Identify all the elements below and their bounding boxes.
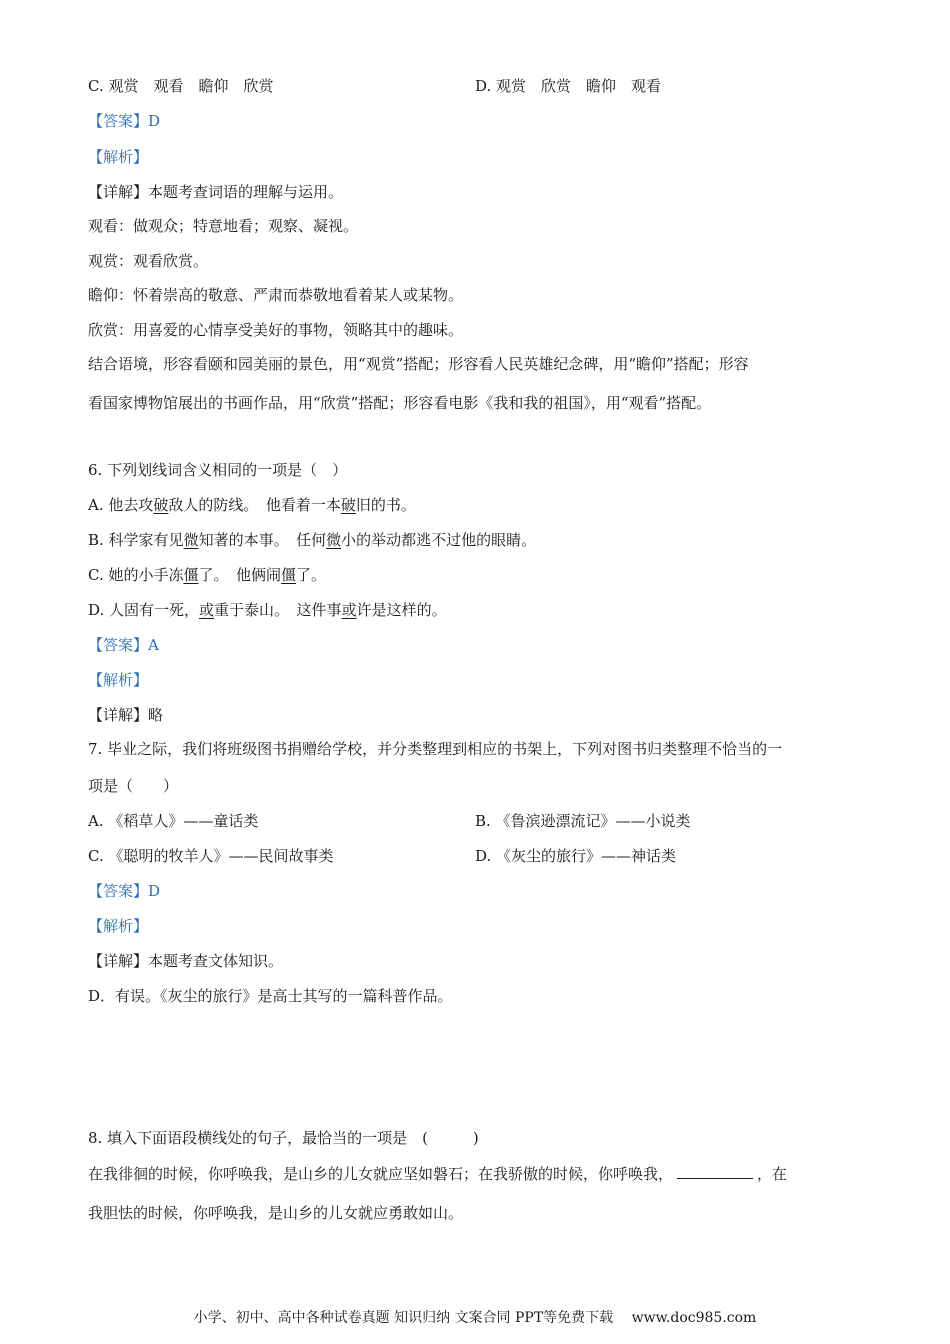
q5-explanation-1: 结合语境，形容看颐和园美丽的景色，用“观赏”搭配；形容看人民英雄纪念碑，用“瞻仰”搭配；形容 — [88, 355, 749, 373]
q6-option-a: A. 他去攻破敌人的防线。 他看着一本破旧的书。 — [88, 496, 416, 514]
q5-definition-3: 瞻仰：怀着崇高的敬意、严肃而恭敬地看着某人或某物。 — [88, 286, 464, 304]
q8-fill-blank — [677, 1164, 753, 1179]
q8-stem: 8. 填入下面语段横线处的句子，最恰当的一项是 ( ) — [88, 1129, 479, 1147]
q6-a-underline-2: 破 — [340, 496, 356, 514]
q7-answer: 【答案】D — [88, 882, 161, 900]
q5-option-c: C. 观赏 观看 瞻仰 欣赏 — [88, 77, 274, 95]
q6-option-b: B. 科学家有见微知著的本事。 任何微小的举动都逃不过他的眼睛。 — [88, 531, 537, 549]
q6-c-underline-2: 僵 — [281, 566, 297, 584]
q5-explanation-2: 看国家博物馆展出的书画作品，用“欣赏”搭配；形容看电影《我和我的祖国》，用“观看”搭配。 — [88, 394, 712, 412]
q8-text-line-1: 在我徘徊的时候，你呼唤我，是山乡的儿女就应坚如磐石；在我骄傲的时候，你呼唤我， ，在 — [88, 1165, 788, 1183]
q6-d-underline-1: 或 — [199, 601, 215, 619]
q6-answer: 【答案】A — [88, 636, 159, 654]
q7-option-d: D. 《灰尘的旅行》——神话类 — [475, 847, 677, 865]
q7-stem-line-1: 7. 毕业之际，我们将班级图书捐赠给学校，并分类整理到相应的书架上，下列对图书归类整理不恰当的一 — [88, 740, 783, 758]
q7-option-b: B. 《鲁滨逊漂流记》——小说类 — [475, 812, 691, 830]
q5-definition-4: 欣赏：用喜爱的心情享受美好的事物，领略其中的趣味。 — [88, 321, 464, 339]
q7-option-a: A. 《稻草人》——童话类 — [88, 812, 259, 830]
q5-definition-1: 观看：做观众；特意地看；观察、凝视。 — [88, 217, 359, 235]
q5-option-d: D. 观赏 欣赏 瞻仰 观看 — [475, 77, 662, 95]
q7-option-c: C. 《聪明的牧羊人》——民间故事类 — [88, 847, 334, 865]
q5-definition-2: 观赏：观看欣赏。 — [88, 252, 209, 270]
q7-analysis-label: 【解析】 — [88, 917, 149, 935]
q7-explanation: D．有误。《灰尘的旅行》是高士其写的一篇科普作品。 — [88, 987, 453, 1005]
q8-text-line-2: 我胆怯的时候，你呼唤我，是山乡的儿女就应勇敢如山。 — [88, 1204, 464, 1222]
q7-stem-line-2: 项是（ ） — [88, 777, 179, 795]
q6-option-c: C. 她的小手冻僵了。 他俩闹僵了。 — [88, 566, 327, 584]
q6-detail: 【详解】略 — [88, 706, 164, 724]
q6-analysis-label: 【解析】 — [88, 671, 149, 689]
q6-a-underline-1: 破 — [153, 496, 169, 514]
q6-option-d: D. 人固有一死，或重于泰山。 这件事或许是这样的。 — [88, 601, 447, 619]
q6-b-underline-2: 微 — [326, 531, 342, 549]
q6-stem: 6. 下列划线词含义相同的一项是（ ） — [88, 461, 348, 479]
q5-answer: 【答案】D — [88, 112, 161, 130]
q5-detail: 【详解】本题考查词语的理解与运用。 — [88, 183, 344, 201]
q6-c-underline-1: 僵 — [183, 566, 199, 584]
q6-d-underline-2: 或 — [341, 601, 357, 619]
page-footer: 小学、初中、高中各种试卷真题 知识归纳 文案合同 PPT等免费下载 www.doc985.com — [193, 1310, 757, 1326]
q7-detail: 【详解】本题考查文体知识。 — [88, 952, 284, 970]
q6-b-underline-1: 微 — [183, 531, 199, 549]
q5-analysis-label: 【解析】 — [88, 148, 149, 166]
